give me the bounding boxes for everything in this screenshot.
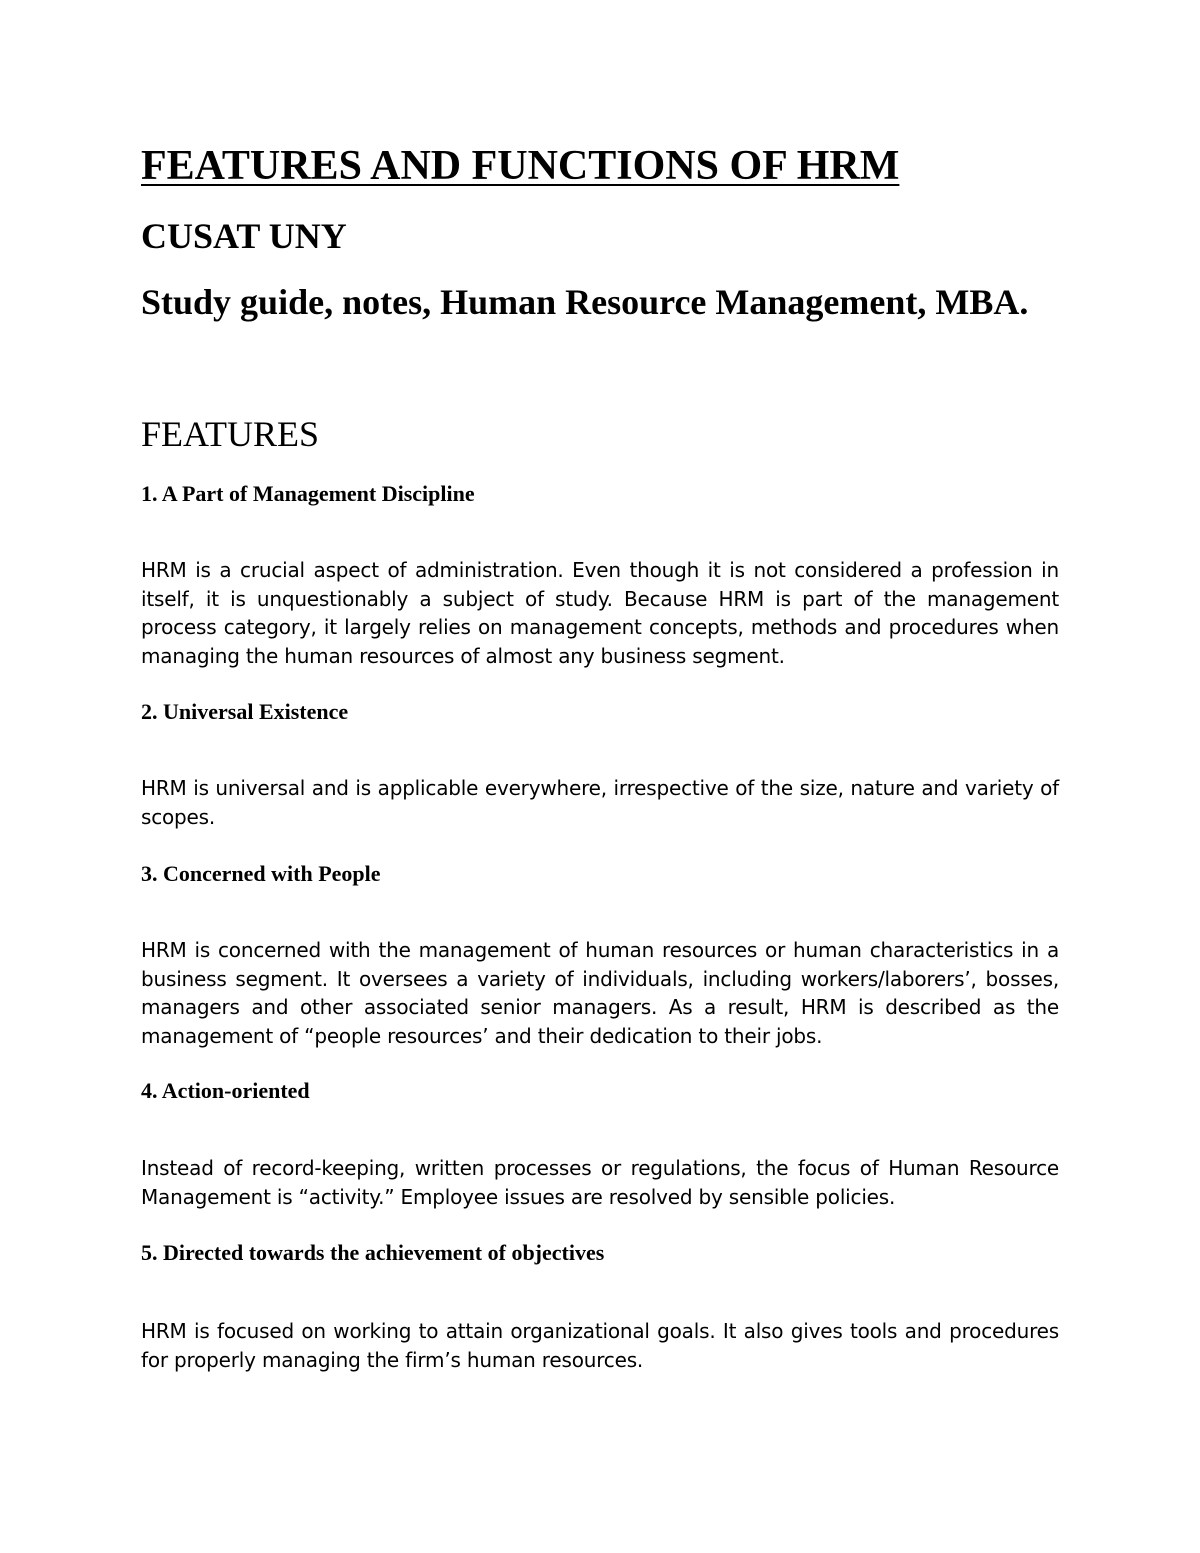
document-subtitle-description: Study guide, notes, Human Resource Management, MBA. [141,282,1029,322]
feature-paragraph: HRM is focused on working to attain organizational goals. It also gives tools and procedures for properly managing the firm’s human resources. [141,1319,1059,1372]
feature-paragraph: HRM is concerned with the management of human resources or human characteristics in a business segment. It oversees a variety of individuals, including workers/laborers’, bosses, managers and other associated senior managers. As a result, HRM is described as the management of “people resources’ and their dedication to their jobs. [141,938,1059,1048]
feature-paragraph: Instead of record-keeping, written processes or regulations, the focus of Human Resource Management is “activity.” Employee issues are resolved by sensible policies. [141,1156,1059,1209]
feature-heading: 4. Action-oriented [141,1078,310,1103]
features-section-heading: FEATURES [141,414,320,454]
feature-paragraph: HRM is universal and is applicable everywhere, irrespective of the size, nature and variety of scopes. [141,776,1059,829]
feature-heading: 2. Universal Existence [141,699,349,724]
document-title: FEATURES AND FUNCTIONS OF HRM [141,143,900,189]
document-subtitle-source: CUSAT UNY [141,216,347,256]
feature-heading: 5. Directed towards the achievement of objectives [141,1240,605,1265]
feature-heading: 1. A Part of Management Discipline [141,481,475,506]
feature-paragraph: HRM is a crucial aspect of administration. Even though it is not considered a profession in itself, it is unquestionably a subject of study. Because HRM is part of the management process category, it largely relies on management concepts, methods and procedures when managing the human resources of almost any business segment. [141,558,1059,668]
feature-heading: 3. Concerned with People [141,861,381,886]
